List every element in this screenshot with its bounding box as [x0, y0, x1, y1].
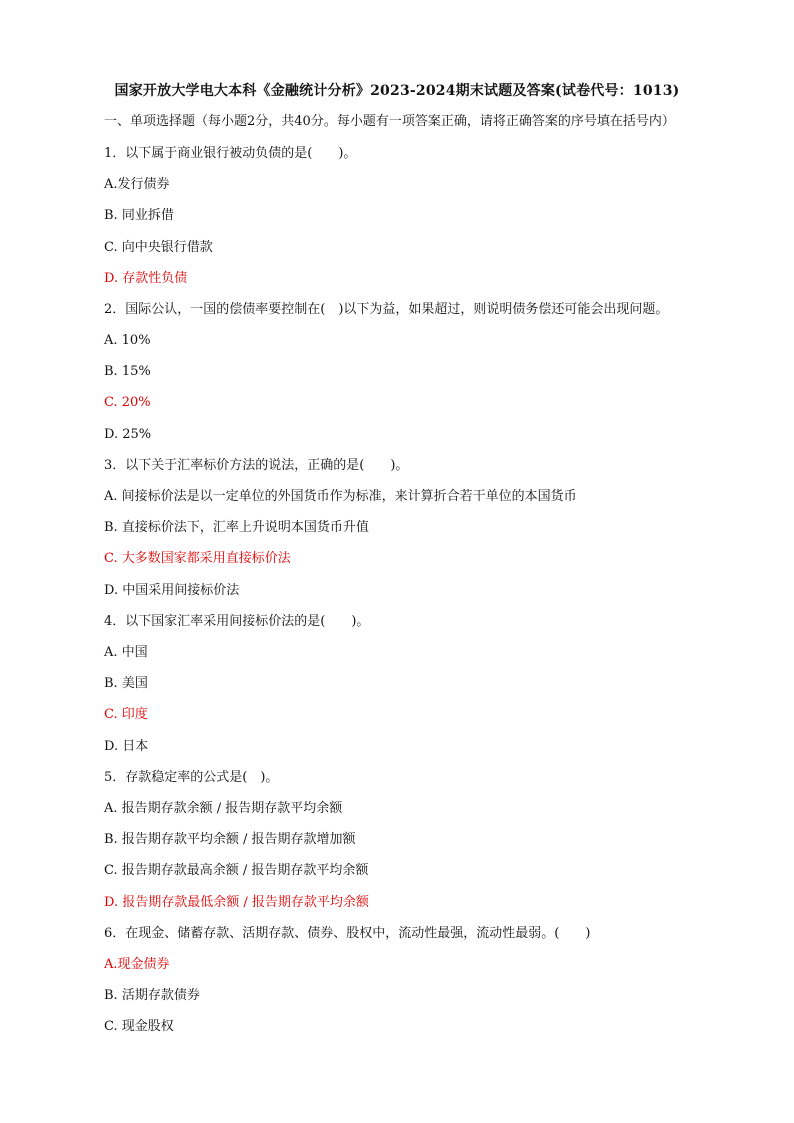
question-2-option-b: B. 15% [104, 364, 151, 379]
question-5-option-c: C. 报告期存款最高余额 / 报告期存款平均余额 [104, 863, 369, 878]
question-4-option-a: A. 中国 [104, 645, 148, 660]
question-1-option-b: B. 同业拆借 [104, 208, 174, 223]
question-5-option-a: A. 报告期存款余额 / 报告期存款平均余额 [104, 801, 343, 816]
question-2-option-a: A. 10% [104, 333, 151, 348]
section-heading: 一、单项选择题（每小题2分，共40分。每小题有一项答案正确，请将正确答案的序号填在括号内） [104, 114, 675, 129]
question-5-option-b: B. 报告期存款平均余额 / 报告期存款增加额 [104, 832, 356, 847]
question-3-option-d: D. 中国采用间接标价法 [104, 583, 240, 598]
question-4-option-d: D. 日本 [104, 739, 149, 754]
question-4-stem: 4．以下国家汇率采用间接标价法的是( )。 [104, 614, 370, 629]
question-2-option-c-correct: C. 20% [104, 395, 151, 410]
document-title: 国家开放大学电大本科《金融统计分析》2023-2024期末试题及答案(试卷代号：1013) [114, 83, 680, 99]
question-1-stem: 1．以下属于商业银行被动负债的是( )。 [104, 146, 357, 161]
question-5-stem: 5．存款稳定率的公式是( )。 [104, 770, 279, 785]
question-1-option-c: C. 向中央银行借款 [104, 240, 213, 255]
question-4-option-b: B. 美国 [104, 676, 148, 691]
question-1-option-a: A.发行债券 [104, 177, 170, 192]
question-3-option-c-correct: C. 大多数国家都采用直接标价法 [104, 551, 291, 566]
question-3-stem: 3．以下关于汇率标价方法的说法，正确的是( )。 [104, 458, 409, 473]
question-3-option-b: B. 直接标价法下，汇率上升说明本国货币升值 [104, 520, 369, 535]
question-1-option-d-correct: D. 存款性负债 [104, 271, 188, 286]
question-6-stem: 6．在现金、储蓄存款、活期存款、债券、股权中，流动性最强，流动性最弱。( ) [104, 926, 591, 941]
question-6-option-a-correct: A.现金债券 [104, 957, 170, 972]
question-3-option-a: A. 间接标价法是以一定单位的外国货币作为标准，来计算折合若干单位的本国货币 [104, 489, 577, 504]
question-2-stem: 2．国际公认，一国的偿债率要控制在( )以下为益，如果超过，则说明债务偿还可能会出现问题。 [104, 302, 669, 317]
question-4-option-c-correct: C. 印度 [104, 707, 148, 722]
question-6-option-b: B. 活期存款债券 [104, 988, 200, 1003]
question-5-option-d-correct: D. 报告期存款最低余额 / 报告期存款平均余额 [104, 895, 369, 910]
question-6-option-c: C. 现金股权 [104, 1019, 174, 1034]
question-2-option-d: D. 25% [104, 427, 152, 442]
